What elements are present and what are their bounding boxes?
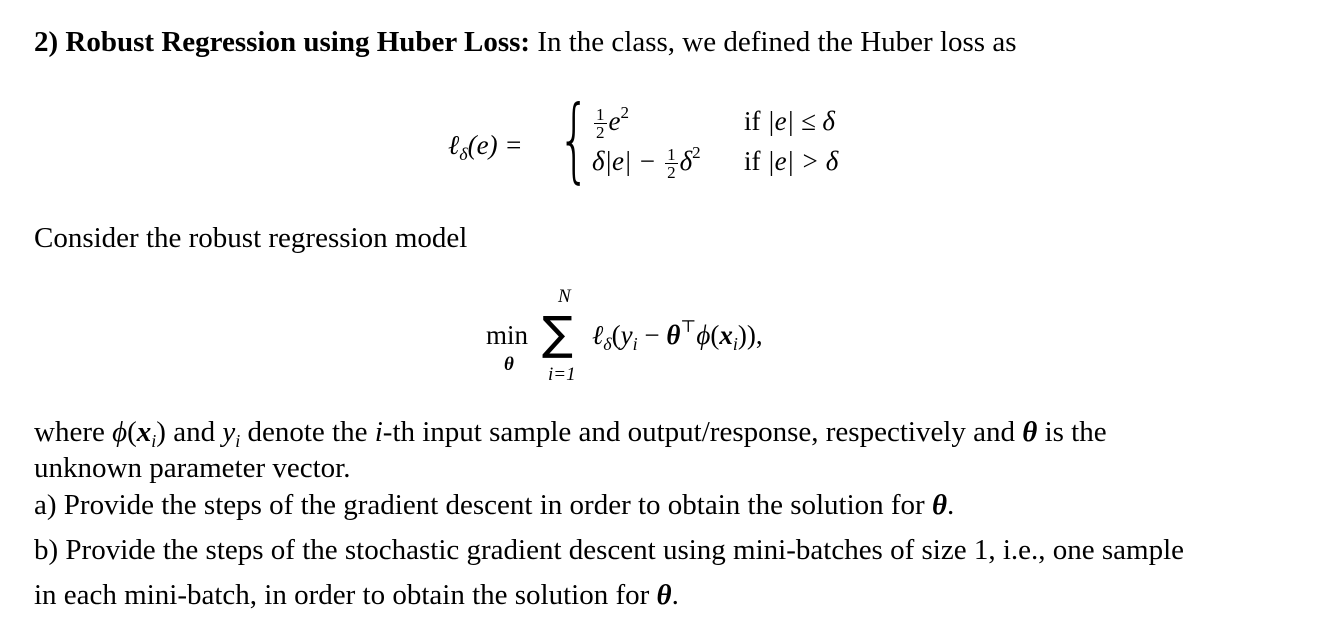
fraction-denominator: 2	[596, 123, 605, 143]
sum-upper-limit: N	[558, 286, 571, 307]
case1-exponent: 2	[620, 103, 629, 122]
half-fraction	[665, 146, 678, 181]
huber-condition-small	[744, 106, 835, 137]
x-vector: x	[719, 320, 733, 350]
min-operator: min	[486, 320, 529, 350]
half-fraction	[594, 106, 607, 141]
condition-expression: |e| > δ	[767, 146, 839, 176]
description-line-1	[34, 414, 1107, 450]
huber-loss-equation	[448, 86, 888, 210]
case1-variable: e	[608, 106, 621, 136]
y-subscript: i	[235, 431, 241, 451]
open-paren: (	[127, 416, 137, 448]
problem-heading-line	[34, 24, 1016, 60]
huber-lhs	[448, 130, 523, 164]
text: and	[165, 416, 223, 448]
huber-case-linear	[592, 143, 701, 183]
model-summand	[592, 317, 763, 354]
x-subscript: i	[151, 431, 157, 451]
open-paren: (	[710, 320, 720, 350]
fraction-numerator: 1	[596, 105, 605, 125]
huber-case-quadratic	[592, 103, 629, 143]
ell-symbol: ℓ	[592, 320, 604, 350]
condition-expression: |e| ≤ δ	[767, 106, 835, 136]
text: is the	[1037, 416, 1107, 448]
delta-subscript: δ	[603, 334, 612, 354]
case2-exponent: 2	[692, 143, 701, 162]
min-subscript-theta: θ	[504, 354, 514, 375]
text: where	[34, 416, 113, 448]
problem-number: 2)	[34, 26, 59, 58]
text: denote the	[240, 416, 375, 448]
y-variable: y	[620, 320, 633, 350]
summation-symbol: ∑	[542, 306, 573, 360]
period: .	[947, 489, 955, 521]
transpose-symbol: ⊤	[680, 317, 697, 336]
sum-lower-limit: i=1	[548, 364, 576, 385]
description-line-2: unknown parameter vector.	[34, 452, 351, 484]
x-subscript: i	[732, 334, 738, 354]
text: -th input sample and output/response, respectively and	[382, 416, 1023, 448]
if-keyword: if	[744, 106, 768, 136]
x-vector: x	[136, 416, 152, 448]
huber-argument: (e) =	[467, 130, 523, 160]
period: .	[671, 579, 679, 611]
y-variable: y	[222, 416, 236, 448]
case2-linear-term: δ|e| −	[592, 146, 664, 176]
theta-vector: θ	[656, 579, 672, 611]
phi-function: ϕ	[696, 320, 711, 350]
open-paren: (	[611, 320, 621, 350]
theta-vector: θ	[1022, 416, 1038, 448]
regression-model-equation	[486, 284, 866, 394]
huber-condition-large	[744, 146, 838, 177]
close-paren: )	[156, 416, 166, 448]
case2-variable: δ	[679, 146, 693, 176]
ell-symbol: ℓ	[448, 130, 460, 160]
i-index: i	[374, 416, 383, 448]
theta-vector: θ	[931, 489, 948, 521]
part-b-line-2	[34, 577, 679, 613]
part-b-text: in each mini-batch, in order to obtain the solution for	[34, 579, 657, 611]
cases-brace: {	[558, 86, 591, 193]
problem-title: Robust Regression using Huber Loss:	[65, 26, 531, 58]
fraction-numerator: 1	[667, 145, 676, 165]
part-a-text: a) Provide the steps of the gradient descent in order to obtain the solution for	[34, 489, 932, 521]
y-subscript: i	[632, 334, 638, 354]
phi-function: ϕ	[112, 416, 128, 448]
fraction-denominator: 2	[667, 163, 676, 183]
model-intro: Consider the robust regression model	[34, 222, 468, 254]
part-b-line-1: b) Provide the steps of the stochastic gradient descent using mini-batches of size 1, i.e., one sample	[34, 534, 1185, 566]
minus-sign: −	[637, 320, 667, 350]
problem-intro: In the class, we defined the Huber loss as	[537, 26, 1017, 58]
part-a	[34, 487, 954, 523]
delta-subscript: δ	[459, 144, 468, 164]
if-keyword: if	[744, 146, 768, 176]
close-parens: )),	[737, 320, 763, 350]
theta-vector: θ	[666, 320, 681, 350]
